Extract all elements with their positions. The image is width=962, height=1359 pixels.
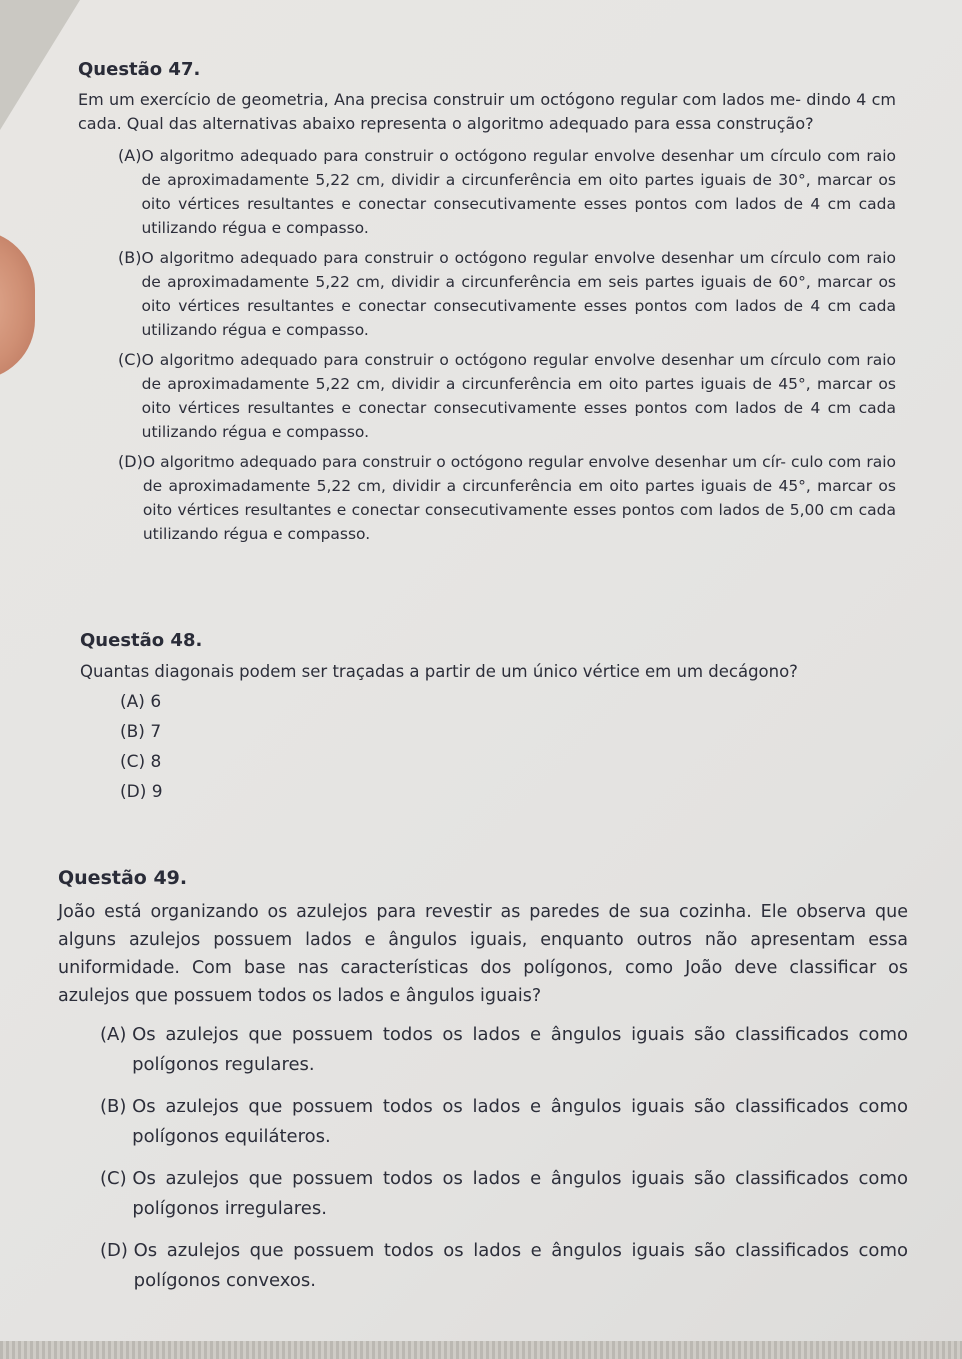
question-48-statement: Quantas diagonais podem ser traçadas a partir de um único vértice em um decágono? — [80, 662, 798, 681]
option-text: Os azulejos que possuem todos os lados e ângulos iguais são classificados como polígonos regulares. — [132, 1024, 908, 1075]
option-text: O algoritmo adequado para construir o octógono regular envolve desenhar um círculo com raio de aproximadamente 5,22 cm, dividir a circunferência em oito partes iguais de 45°, marcar os oito vértices resultantes e conectar consecutivamente esses pontos com lados de 4 cm cada utilizando régua e compasso. — [141, 351, 896, 441]
option-letter: (A) — [120, 692, 145, 712]
option-letter: (C) — [100, 1168, 127, 1189]
question-49-option-c[interactable] — [100, 1164, 908, 1224]
question-47-option-a[interactable] — [118, 144, 896, 240]
option-letter: (B) — [118, 248, 142, 267]
question-47 — [78, 58, 896, 552]
option-text: O algoritmo adequado para construir o octógono regular envolve desenhar um cír- culo com raio de aproximadamente 5,22 cm, dividir a circunferência em oito partes iguais de 45°, marcar os oito vértices resultantes e conectar consecutivamente esses pontos com lados de 5,00 cm cada utilizando régua e compasso. — [142, 453, 896, 543]
option-text: 9 — [151, 782, 163, 802]
folded-corner — [0, 0, 80, 130]
question-49-option-b[interactable] — [100, 1092, 908, 1152]
question-47-options — [118, 144, 896, 546]
finger-edge — [0, 230, 35, 380]
question-49-title: Questão 49. — [58, 867, 188, 889]
option-text: 8 — [150, 752, 162, 772]
option-text: 6 — [150, 692, 162, 712]
option-letter: (D) — [118, 452, 143, 471]
page-bottom-edge — [0, 1341, 962, 1359]
question-49-statement: João está organizando os azulejos para revestir as paredes de sua cozinha. Ele observa que alguns azulejos possuem lados e ângulos iguais, enquanto outros não apresentam essa uniformidade. Com base nas características dos polígonos, como João deve classificar os azulejos que possuem todos os lados e ângulos iguais? — [58, 902, 908, 1006]
option-letter: (A) — [100, 1024, 127, 1045]
question-47-option-c[interactable] — [118, 348, 896, 444]
option-letter: (D) — [100, 1240, 128, 1261]
option-text: O algoritmo adequado para construir o octógono regular envolve desenhar um círculo com raio de aproximadamente 5,22 cm, dividir a circunferência em seis partes iguais de 60°, marcar os oito vértices resultantes e conectar consecutivamente esses pontos com lados de 4 cm cada utilizando régua e compasso. — [141, 249, 896, 339]
question-48-option-d[interactable] — [120, 780, 880, 805]
question-47-title: Questão 47. — [78, 59, 201, 80]
question-48-option-b[interactable] — [120, 720, 880, 745]
option-text: Os azulejos que possuem todos os lados e ângulos iguais são classificados como polígonos equiláteros. — [132, 1096, 908, 1147]
question-48 — [80, 628, 880, 810]
option-text: 7 — [150, 722, 162, 742]
option-letter: (D) — [120, 782, 147, 802]
question-49 — [58, 864, 908, 1308]
question-49-option-d[interactable] — [100, 1236, 908, 1296]
question-49-options — [100, 1020, 908, 1296]
question-48-option-a[interactable] — [120, 690, 880, 715]
question-48-options — [120, 690, 880, 805]
option-letter: (A) — [118, 146, 142, 165]
option-letter: (C) — [120, 752, 146, 772]
question-48-title: Questão 48. — [80, 630, 203, 651]
question-47-option-d[interactable] — [118, 450, 896, 546]
question-48-option-c[interactable] — [120, 750, 880, 775]
option-letter: (C) — [118, 350, 142, 369]
question-47-option-b[interactable] — [118, 246, 896, 342]
option-text: Os azulejos que possuem todos os lados e ângulos iguais são classificados como polígonos irregulares. — [132, 1168, 908, 1219]
option-text: Os azulejos que possuem todos os lados e ângulos iguais são classificados como polígonos convexos. — [133, 1240, 908, 1291]
option-letter: (B) — [100, 1096, 127, 1117]
question-49-option-a[interactable] — [100, 1020, 908, 1080]
option-letter: (B) — [120, 722, 145, 742]
question-47-statement: Em um exercício de geometria, Ana precisa construir um octógono regular com lados me- dindo 4 cm cada. Qual das alternativas abaixo representa o algoritmo adequado para essa construção? — [78, 90, 896, 133]
option-text: O algoritmo adequado para construir o octógono regular envolve desenhar um círculo com raio de aproximadamente 5,22 cm, dividir a circunferência em oito partes iguais de 30°, marcar os oito vértices resultantes e conectar consecutivamente esses pontos com lados de 4 cm cada utilizando régua e compasso. — [141, 147, 896, 237]
